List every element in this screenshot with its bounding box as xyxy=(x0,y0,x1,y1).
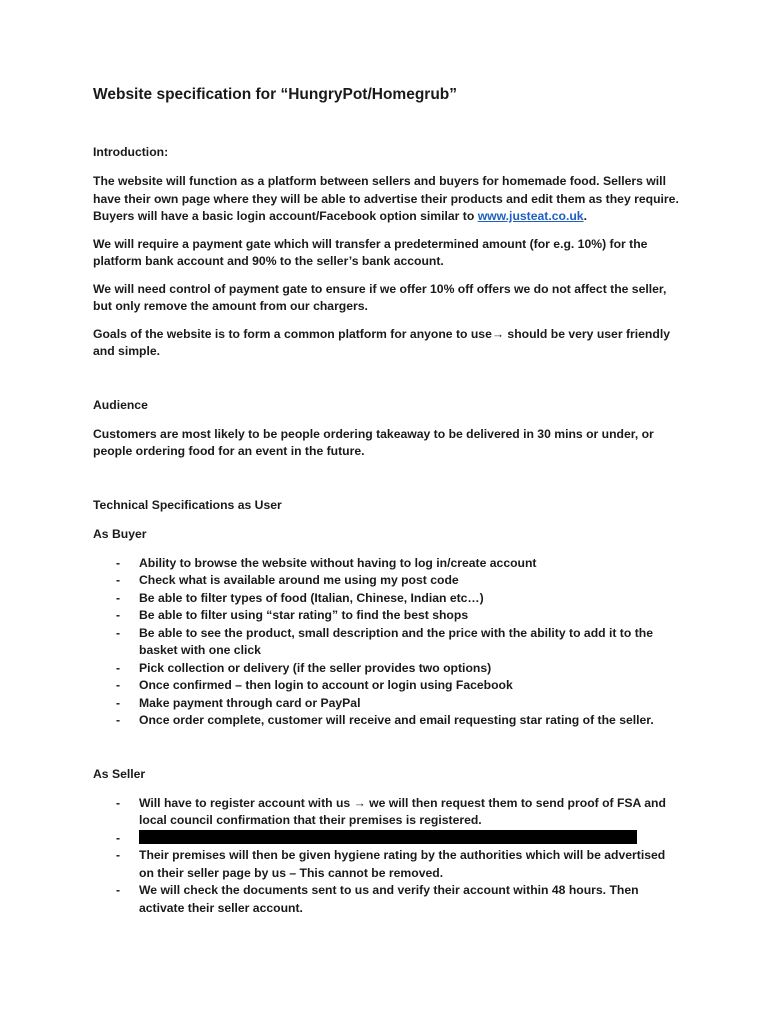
list-item-text: Pick collection or delivery (if the seller provides two options) xyxy=(139,660,492,675)
list-item xyxy=(93,830,683,848)
list-item xyxy=(93,677,683,695)
document-page xyxy=(93,86,683,927)
list-item-text: Check what is available around me using my post code xyxy=(139,573,459,587)
list-item xyxy=(93,795,683,830)
introduction-paragraph-2: We will require a payment gate which will transfer a predetermined amount (for e.g. 10%) for the platform bank account and 90% to the seller’s bank account. xyxy=(93,236,648,268)
list-item xyxy=(93,607,683,625)
section-spacer xyxy=(93,471,683,497)
list-item xyxy=(93,695,683,713)
buyer-heading: As Buyer xyxy=(93,526,147,541)
document-title: Website specification for “HungryPot/Homegrub” xyxy=(93,86,458,103)
list-dash: - xyxy=(116,660,121,675)
list-dash: - xyxy=(116,555,121,570)
list-item-text: Be able to see the product, small description and the price with the ability to add it to the basket with one click xyxy=(139,625,653,657)
list-dash: - xyxy=(116,713,121,727)
list-dash: - xyxy=(116,625,121,640)
list-dash: - xyxy=(116,590,121,605)
list-item xyxy=(93,712,683,730)
list-item-text: Once confirmed – then login to account or login using Facebook xyxy=(139,678,513,692)
list-item xyxy=(93,847,683,882)
list-item xyxy=(93,555,683,573)
list-item-text: Their premises will then be given hygiene rating by the authorities which will be advertised on their seller page by us – This cannot be removed. xyxy=(139,848,666,880)
introduction-heading: Introduction: xyxy=(93,145,169,159)
list-item xyxy=(93,590,683,608)
list-item-text: Will have to register account with us → we will then request them to send proof of FSA and local council confirmation that their premises is registered. xyxy=(139,795,666,827)
introduction-paragraph-4: Goals of the website is to form a common platform for anyone to use→ should be very user friendly and simple. xyxy=(93,326,670,358)
introduction-paragraph-1 xyxy=(93,173,683,226)
list-dash: - xyxy=(116,830,121,845)
list-dash: - xyxy=(116,883,121,897)
list-item-text: Ability to browse the website without having to log in/create account xyxy=(139,555,537,570)
seller-list xyxy=(93,795,683,918)
list-item xyxy=(93,882,683,917)
list-item xyxy=(93,660,683,678)
section-spacer xyxy=(93,371,683,397)
seller-heading: As Seller xyxy=(93,766,146,781)
audience-paragraph: Customers are most likely to be people ordering takeaway to be delivered in 30 mins or under, or people ordering food for an event in the future. xyxy=(93,426,654,458)
list-dash: - xyxy=(116,695,121,710)
list-item-text: We will check the documents sent to us and verify their account within 48 hours. Then activate their seller account. xyxy=(139,883,639,915)
section-spacer xyxy=(93,740,683,766)
list-dash: - xyxy=(116,848,121,862)
list-item xyxy=(93,572,683,590)
redaction-bar xyxy=(139,830,637,844)
list-item-text: Make payment through card or PayPal xyxy=(139,695,361,710)
introduction-paragraph-3: We will need control of payment gate to ensure if we offer 10% off offers we do not affect the seller, but only remove the amount from our chargers. xyxy=(93,281,667,313)
list-dash: - xyxy=(116,678,121,692)
introduction-text: The website will function as a platform between sellers and buyers for homemade food. Sellers will have their own page where they will be able to advertise their products and edit them as they require. Buyers will have a basic login account/Facebook option similar to xyxy=(93,174,679,223)
list-item-text: Be able to filter types of food (Italian, Chinese, Indian etc…) xyxy=(139,590,484,605)
list-dash: - xyxy=(116,608,121,622)
technical-heading: Technical Specifications as User xyxy=(93,497,282,512)
list-item-text: Be able to filter using “star rating” to find the best shops xyxy=(139,608,469,622)
list-item-text: Once order complete, customer will receive and email requesting star rating of the seller. xyxy=(139,713,654,727)
introduction-period: . xyxy=(583,209,587,223)
audience-heading: Audience xyxy=(93,397,148,412)
list-dash: - xyxy=(116,573,121,587)
buyer-list xyxy=(93,555,683,730)
list-dash: - xyxy=(116,795,121,810)
justeat-link[interactable]: www.justeat.co.uk xyxy=(477,209,584,223)
list-item xyxy=(93,625,683,660)
